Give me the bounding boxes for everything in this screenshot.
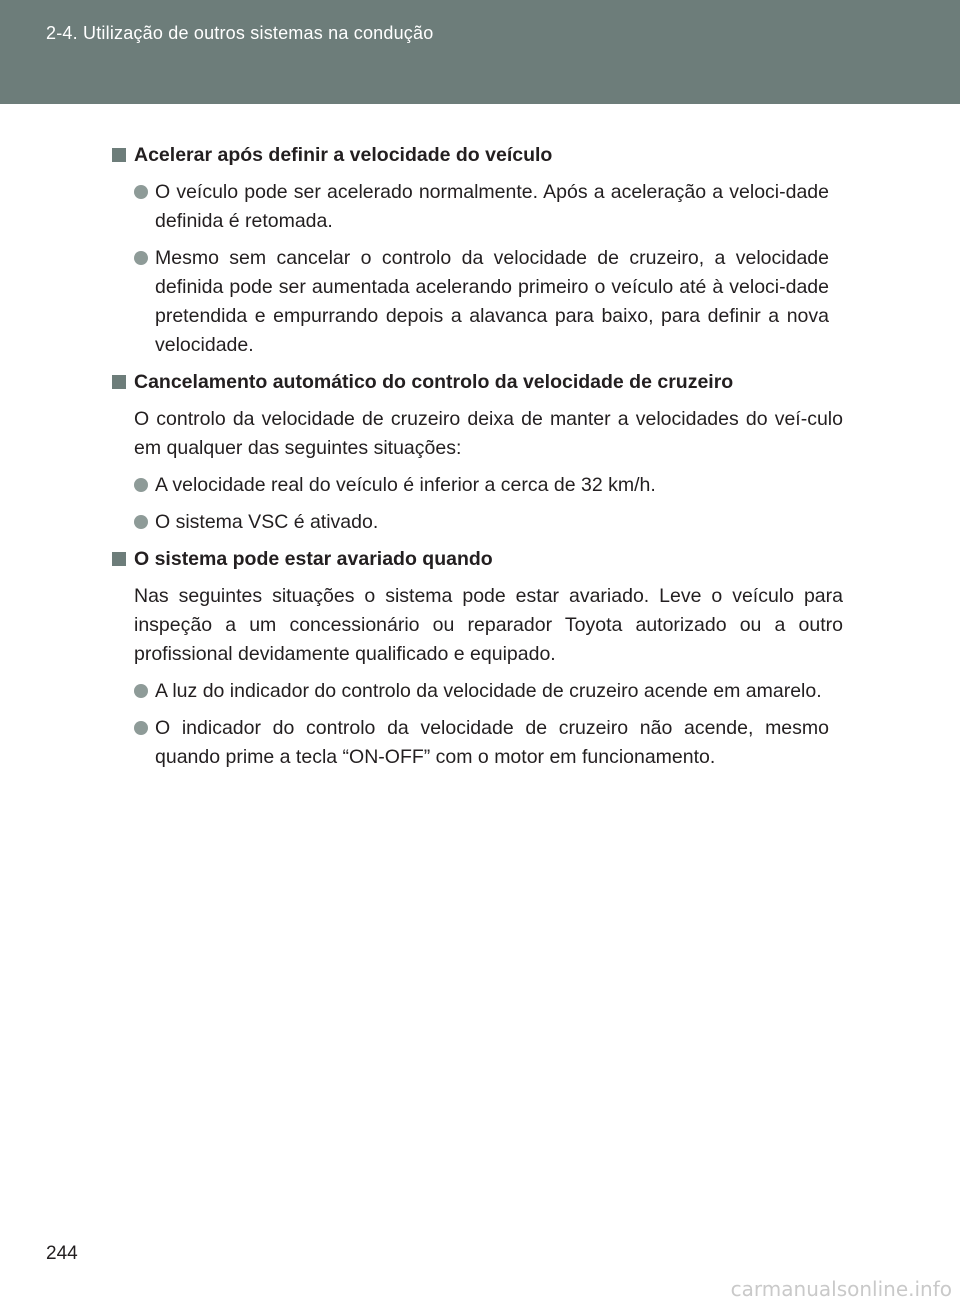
circle-bullet-icon: [134, 684, 148, 698]
list-item: [112, 677, 843, 706]
square-bullet-icon: [112, 552, 126, 566]
square-bullet-icon: [112, 148, 126, 162]
circle-bullet-icon: [134, 721, 148, 735]
list-item-text: O sistema VSC é ativado.: [155, 511, 379, 533]
list-item: [112, 471, 843, 500]
list-item: [112, 244, 843, 360]
circle-bullet-icon: [134, 251, 148, 265]
page-content: [112, 141, 843, 780]
circle-bullet-icon: [134, 515, 148, 529]
section-heading-malfunction: [112, 545, 843, 574]
list-item: [112, 714, 843, 772]
section-heading-text: O sistema pode estar avariado quando: [134, 548, 493, 570]
page-number: 244: [46, 1243, 78, 1264]
list-item-text: O indicador do controlo da velocidade de cruzeiro não acende, mesmo quando prime a tecla “ON-OFF” com o motor em funcionamento.: [155, 717, 829, 768]
list-item-text: A luz do indicador do controlo da velocidade de cruzeiro acende em amarelo.: [155, 680, 822, 702]
paragraph: Nas seguintes situações o sistema pode estar avariado. Leve o veículo para inspeção a um concessionário ou reparador Toyota autorizado ou a outro profissional devidamente qualificado e equipado.: [134, 585, 843, 665]
list-item-text: A velocidade real do veículo é inferior a cerca de 32 km/h.: [155, 474, 656, 496]
section-title: 2-4. Utilização de outros sistemas na condução: [46, 23, 434, 43]
list-item-text: O veículo pode ser acelerado normalmente. Após a aceleração a veloci-dade definida é retomada.: [155, 181, 829, 232]
square-bullet-icon: [112, 375, 126, 389]
list-item: [112, 178, 843, 236]
watermark: carmanualsonline.info: [730, 1277, 952, 1301]
section-heading-auto-cancel: [112, 368, 843, 397]
circle-bullet-icon: [134, 185, 148, 199]
section-heading-acceleration: [112, 141, 843, 170]
section-heading-text: Acelerar após definir a velocidade do veículo: [134, 144, 553, 166]
circle-bullet-icon: [134, 478, 148, 492]
list-item-text: Mesmo sem cancelar o controlo da velocidade de cruzeiro, a velocidade definida pode ser aumentada acelerando primeiro o veículo até à veloci-dade pretendida e empurrando depois a alavanca para baixo, para definir a nova velocidade.: [155, 247, 829, 356]
list-item: [112, 508, 843, 537]
section-heading-text: Cancelamento automático do controlo da velocidade de cruzeiro: [134, 371, 734, 393]
header-band: [0, 0, 960, 104]
paragraph: O controlo da velocidade de cruzeiro deixa de manter a velocidades do veí-culo em qualquer das seguintes situações:: [134, 408, 843, 459]
